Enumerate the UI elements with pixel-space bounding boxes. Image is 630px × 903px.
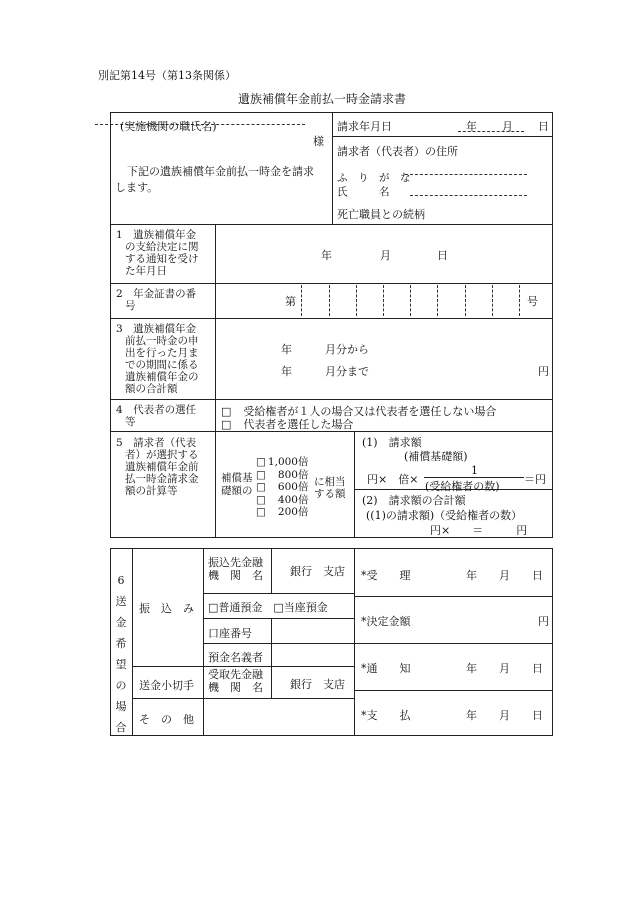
furigana-label: ふ り が な xyxy=(337,172,411,184)
claim-formula-left: 円× 倍× xyxy=(367,473,419,486)
request-date-month[interactable]: 月 xyxy=(502,120,513,133)
multiplier-200[interactable]: □ 200倍 xyxy=(256,506,308,519)
kogitte-label: 送金小切手 xyxy=(139,679,194,692)
total-amount-title: (2) 請求額の合計額 xyxy=(362,494,466,507)
decided-amount-label: *決定金額 xyxy=(361,615,411,628)
request-date-label: 請求年月日 xyxy=(337,120,392,133)
base-amount-label-1: 補償基 xyxy=(221,472,253,484)
agency-label: (実施機関の職氏名) xyxy=(120,120,217,133)
equivalent-label-2: する額 xyxy=(314,488,346,500)
representative-option-1[interactable]: □ 受給権者が１人の場合又は代表者を選任しない場合 xyxy=(221,403,496,419)
payment-label: *支 払 xyxy=(361,709,411,722)
period-to[interactable]: 年 月分まで xyxy=(281,365,369,378)
recv-bank-label: 受取先金融 機 関 名 xyxy=(208,668,263,694)
row2-label: 2 年金証書の番 号 xyxy=(116,288,197,312)
section6-side-label: 6 送 金 希 望 の 場 合 xyxy=(115,574,127,734)
bank-dest-label: 振込先金融 機 関 名 xyxy=(208,556,263,582)
request-text-line1: 下記の遺族補償年金前払一時金を請求 xyxy=(127,165,314,178)
account-holder-label: 預金名義者 xyxy=(208,651,263,664)
row5-label: 5 請求者（代表 者）が選択する 遺族補償年金前 払一時金請求金 額の計算等 xyxy=(116,437,199,497)
equivalent-label-1: に相当 xyxy=(314,476,346,488)
row1-label: 1 遺族補償年金 の支給決定に関 する通知を受け た年月日 xyxy=(116,229,199,277)
multiplier-800[interactable]: □ 800倍 xyxy=(256,469,308,482)
receipt-date[interactable]: 年 月 日 xyxy=(466,569,543,582)
receipt-label: *受 理 xyxy=(361,569,411,582)
base-amount-label-2: 礎額の xyxy=(221,485,253,497)
period-yen: 円 xyxy=(538,365,549,378)
request-text-line2: します。 xyxy=(115,181,159,194)
address-label: 請求者（代表者）の住所 xyxy=(337,145,458,158)
period-from[interactable]: 年 月分から xyxy=(281,343,369,356)
claim-formula-right: ＝円 xyxy=(524,473,546,486)
row1-day[interactable]: 日 xyxy=(437,249,448,262)
representative-option-2[interactable]: □ 代表者を選任した場合 xyxy=(221,416,353,432)
account-number-label: 口座番号 xyxy=(208,627,252,640)
claim-amount-sub: (補償基礎額) xyxy=(404,450,468,463)
row4-label: 4 代表者の選任 等 xyxy=(116,404,197,428)
furikomi-label: 振 込 み xyxy=(139,602,194,615)
account-type-options[interactable]: □普通預金 □当座預金 xyxy=(208,601,328,614)
total-amount-sub: ((1)の請求額)（受給権者の数） xyxy=(366,509,523,522)
claim-fraction-numerator: 1 xyxy=(471,464,478,477)
sonota-label: そ の 他 xyxy=(139,713,194,726)
notice-label: *通 知 xyxy=(361,662,411,675)
multiplier-400[interactable]: □ 400倍 xyxy=(256,494,308,507)
payment-date[interactable]: 年 月 日 xyxy=(466,709,543,722)
form-title: 遺族補償年金前払一時金請求書 xyxy=(238,92,407,106)
notice-date[interactable]: 年 月 日 xyxy=(466,662,543,675)
bank-branch-field[interactable]: 銀行 支店 xyxy=(290,565,345,578)
recv-branch-field[interactable]: 銀行 支店 xyxy=(290,678,345,691)
sama-label: 様 xyxy=(313,135,324,148)
decided-amount-yen: 円 xyxy=(538,615,549,628)
row1-month[interactable]: 月 xyxy=(380,249,391,262)
claim-amount-title: (1) 請求額 xyxy=(362,436,422,449)
claim-fraction-denominator: (受給権者の数) xyxy=(425,480,500,493)
total-amount-formula: 円× ＝ 円 xyxy=(430,524,528,537)
form-number: 別記第14号（第13条関係） xyxy=(98,69,236,82)
multiplier-600[interactable]: □ 600倍 xyxy=(256,481,308,494)
name-label: 氏 名 xyxy=(337,186,390,198)
request-date-day[interactable]: 日 xyxy=(538,120,549,133)
certificate-go: 号 xyxy=(527,295,538,308)
certificate-dai: 第 xyxy=(285,295,296,308)
request-date-year[interactable]: 年 xyxy=(466,120,477,133)
row1-year[interactable]: 年 xyxy=(321,249,332,262)
multiplier-1000[interactable]: □ 1,000倍 xyxy=(256,456,308,469)
multiplier-options xyxy=(256,456,308,519)
row3-label: 3 遺族補償年金 前払一時金の申 出を行った月ま での期間に係る 遺族補償年金の 額の合計額 xyxy=(116,323,199,395)
relation-label: 死亡職員との続柄 xyxy=(337,208,425,221)
